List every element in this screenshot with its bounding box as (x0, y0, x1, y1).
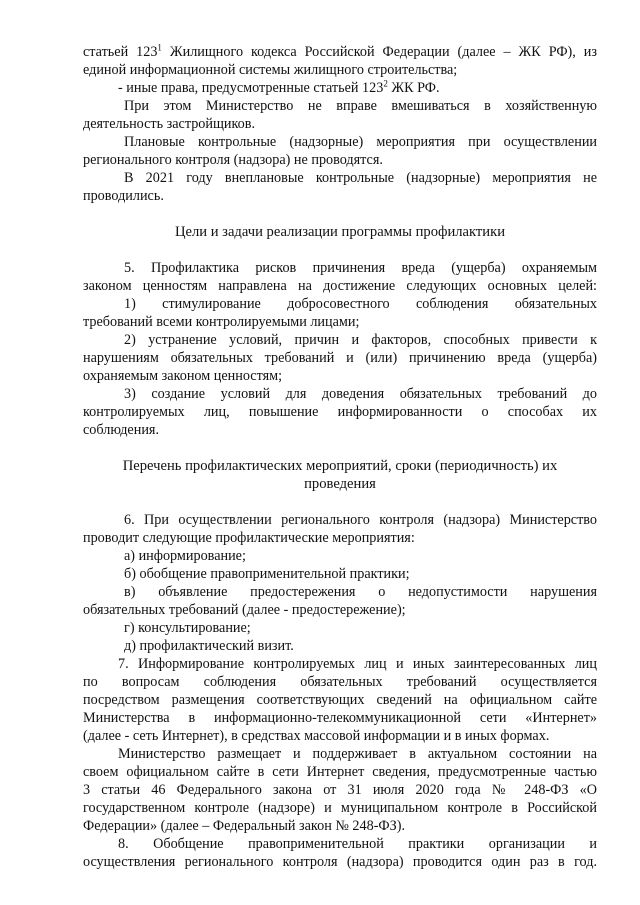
text-fragment: - иные права, предусмотренные статьей 123 (118, 80, 384, 96)
section-heading: Перечень профилактических мероприятий, сроки (периодичность) их (122, 458, 558, 474)
text-line: своем официальном сайте в сети Интернет сведения, предусмотренные частью (83, 764, 597, 780)
text-line: единой информационной системы жилищного строительства; (83, 62, 458, 78)
text-line: требований всеми контролируемыми лицами; (83, 314, 360, 330)
text-fragment: статьей 123 (83, 44, 158, 60)
text-line: контролируемых лиц, повышение информированности о способах их (83, 404, 597, 420)
text-line: посредством размещения соответствующих сведений на официальном сайте (83, 692, 597, 708)
list-item: а) информирование; (124, 548, 246, 564)
text-fragment: ЖК РФ. (387, 80, 440, 96)
text-line: проводились. (83, 188, 164, 204)
text-line: по вопросам соблюдения обязательных требований осуществляется (83, 674, 597, 690)
text-line: Министерство размещает и поддерживает в актуальном состоянии на (118, 746, 597, 762)
text-line: нарушениям обязательных требований и (или) причинению вреда (ущерба) (83, 350, 597, 366)
text-line (118, 80, 597, 97)
text-line: обязательных требований (далее - предостережение); (83, 602, 406, 618)
text-line: 7. Информирование контролируемых лиц и иных заинтересованных лиц (118, 656, 597, 672)
text-line: осуществления регионального контроля (надзора) проводится один раз в год. (83, 854, 597, 870)
list-item: б) обобщение правоприменительной практики; (124, 566, 410, 582)
text-line: В 2021 году внеплановые контрольные (надзорные) мероприятия не (124, 170, 597, 186)
text-line: деятельность застройщиков. (83, 116, 256, 132)
text-line: 1) стимулирование добросовестного соблюдения обязательных (124, 296, 597, 312)
text-line: При этом Министерство не вправе вмешиваться в хозяйственную (124, 98, 597, 114)
text-line: регионального контроля (надзора) не проводятся. (83, 152, 383, 168)
section-heading: проведения (304, 476, 376, 492)
superscript: 1 (157, 42, 162, 53)
list-item: в) объявление предостережения о недопустимости нарушения (124, 584, 597, 600)
text-line (83, 44, 597, 61)
text-line: государственном контроле (надзоре) и муниципальном контроле в Российской (83, 800, 597, 816)
superscript: 2 (383, 78, 388, 89)
text-line: Федерации» (далее – Федеральный закон № 248-ФЗ). (83, 818, 406, 834)
text-line: Министерства в информационно-телекоммуникационной сети «Интернет» (83, 710, 597, 726)
text-line: 3 статьи 46 Федерального закона от 31 июля 2020 года № 248-ФЗ «О (83, 782, 597, 798)
list-item: д) профилактический визит. (124, 638, 294, 654)
text-line: 2) устранение условий, причин и факторов, способных привести к (124, 332, 597, 348)
text-line: законом ценностям направлена на достижение следующих основных целей: (83, 278, 597, 294)
text-line: (далее - сеть Интернет), в средствах массовой информации и в иных формах. (83, 728, 550, 744)
text-line: 8. Обобщение правоприменительной практики организации и (118, 836, 597, 852)
text-fragment: Жилищного кодекса Российской Федерации (далее – ЖК РФ), из (161, 44, 597, 60)
text-line: 6. При осуществлении регионального контроля (надзора) Министерство (124, 512, 597, 528)
text-line: соблюдения. (83, 422, 159, 438)
text-line: охраняемым законом ценностям; (83, 368, 283, 384)
text-line: 5. Профилактика рисков причинения вреда (ущерба) охраняемым (124, 260, 597, 276)
section-heading: Цели и задачи реализации программы профилактики (174, 224, 506, 240)
text-line: Плановые контрольные (надзорные) мероприятия при осуществлении (124, 134, 597, 150)
text-line: проводит следующие профилактические мероприятия: (83, 530, 415, 546)
list-item: г) консультирование; (124, 620, 251, 636)
text-line: 3) создание условий для доведения обязательных требований до (124, 386, 597, 402)
